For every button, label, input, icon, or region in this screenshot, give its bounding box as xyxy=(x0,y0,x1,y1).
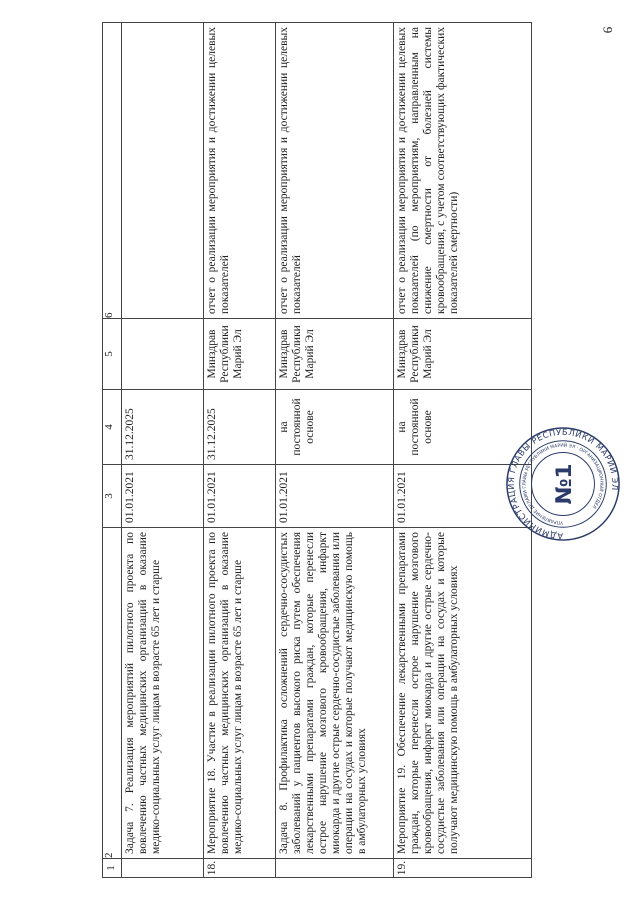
table-row xyxy=(204,23,276,878)
row-name: Задача 7. Реализация мероприятий пилотного проекта по вовлечению частных медицинских организаций в оказание медико-социальных услуг лицам в возрасте 65 лет и старше xyxy=(122,528,204,859)
row-start: 01.01.2021 xyxy=(276,465,394,528)
table-row xyxy=(122,23,204,878)
row-number: 18. xyxy=(204,859,276,878)
row-name: Мероприятие 18. Участие в реализации пилотного проекта по вовлечению частных медицинских организаций в оказание медико-социальных услуг лицам в возрасте 65 лет и старше xyxy=(204,528,276,859)
row-end: на постоянной основе xyxy=(276,390,394,465)
measures-table xyxy=(102,22,532,878)
header-col-1: 1 xyxy=(103,859,122,878)
stamp-ring-text: АДМИНИСТРАЦИЯ ГЛАВЫ РЕСПУБЛИКИ МАРИЙ ЭЛ xyxy=(505,426,621,542)
header-col-3: 3 xyxy=(103,465,122,528)
header-col-2: 2 xyxy=(103,528,122,859)
rotated-table-sheet xyxy=(102,22,532,878)
row-end: 31.12.2025 xyxy=(204,390,276,465)
row-number: 19. xyxy=(394,859,532,878)
header-col-4: 4 xyxy=(103,390,122,465)
row-number xyxy=(276,859,394,878)
row-start: 01.01.2021 xyxy=(204,465,276,528)
row-start: 01.01.2021 xyxy=(394,465,532,528)
row-name: Задача 8. Профилактика осложнений сердечно-сосудистых заболеваний у пациентов высокого риска путем обеспечения лекарственными препаратами граждан, которые перенесли острое нарушение мозгового кровообращения, инфаркт миокарда и другие острые сердечно-сосудистые заболевания или операции на сосудах и которые получают медицинскую помощь в амбулаторных условиях xyxy=(276,528,394,859)
header-col-6: 6 xyxy=(103,23,122,319)
row-number xyxy=(122,859,204,878)
header-col-5: 5 xyxy=(103,319,122,390)
header-row xyxy=(103,23,122,878)
table-row xyxy=(276,23,394,878)
row-result: отчет о реализации мероприятия и достижении целевых показателей xyxy=(204,23,276,319)
row-end: 31.12.2025 xyxy=(122,390,204,465)
row-start: 01.01.2021 xyxy=(122,465,204,528)
page-number: 9 xyxy=(600,26,616,34)
row-name: Мероприятие 19. Обеспечение лекарственными препаратами граждан, которые перенесли острое нарушение мозгового кровообращения, инфаркт миокарда и другие острые сердечно-сосудистые заболевания или операции на сосудах и которые получают медицинскую помощь в амбулаторных условиях xyxy=(394,528,532,859)
row-executor: Минздрав Республики Марий Эл xyxy=(276,319,394,390)
row-result xyxy=(122,23,204,319)
row-executor: Минздрав Республики Марий Эл xyxy=(394,319,532,390)
row-end: на постоянной основе xyxy=(394,390,532,465)
row-executor: Минздрав Республики Марий Эл xyxy=(204,319,276,390)
row-result: отчет о реализации мероприятия и достижении целевых показателей xyxy=(276,23,394,319)
official-seal-stamp xyxy=(504,425,622,543)
row-executor xyxy=(122,319,204,390)
stamp-inner-text: УПРАВЛЕНИЕ ДЕЛАМИ ГЛАВЫ РЕСПУБЛИКИ МАРИЙ ЭЛ · ОРГАНИЗАЦИОННЫЙ ОТДЕЛ xyxy=(522,443,604,525)
row-result: отчет о реализации мероприятия и достижении целевых показателей (по мероприятиям, направленным на снижение смертности от болезней системы кровообращения, с учетом соответствующих фактических показателей смертности) xyxy=(394,23,532,319)
stamp-number: №1 xyxy=(551,463,577,505)
